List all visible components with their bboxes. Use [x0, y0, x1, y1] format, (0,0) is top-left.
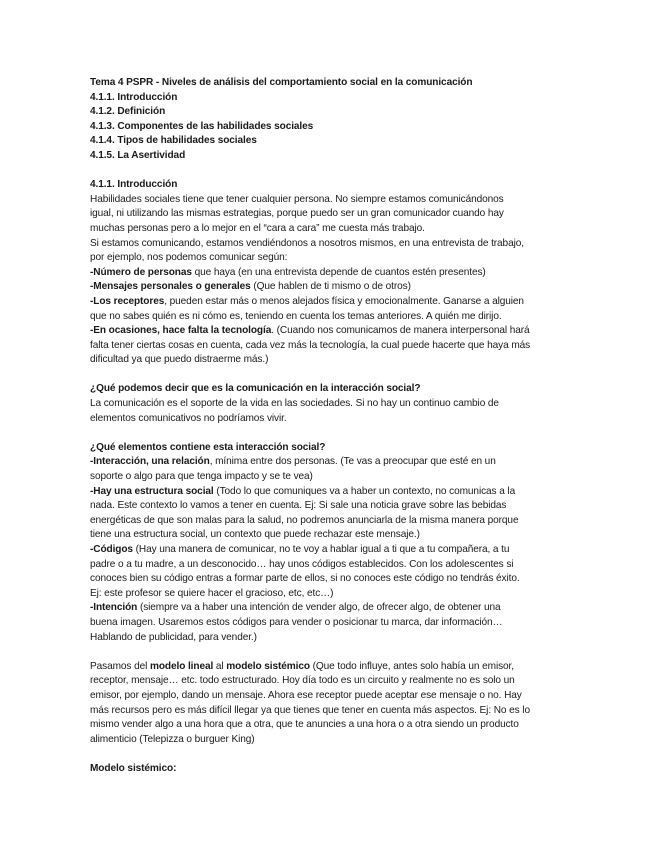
- paragraph-line: La comunicación es el soporte de la vida en las sociedades. Si no hay un continuo cambio de: [90, 398, 499, 410]
- bullet-line: -Hay una estructura social (Todo lo que comuniques va a haber un contexto, no comunicas a la: [90, 485, 516, 497]
- toc-item: 4.1.1. Introducción: [90, 91, 178, 103]
- paragraph-line: padre o a tu madre, a un desconocido… hay unos códigos establecidos. Con los adolescentes si: [90, 558, 514, 570]
- paragraph-line: más recursos pero es más difícil llegar ya que tienes que tener en cuenta más aspectos. Ej: No es lo: [90, 704, 530, 716]
- paragraph-line: Si estamos comunicando, estamos vendiéndonos a nosotros mismos, en una entrevista de trabajo,: [90, 237, 524, 249]
- paragraph-line: conoces bien su código entras a formar parte de ellos, si no conoces este código no tendrás éxito.: [90, 573, 520, 585]
- bullet-line: -Intención (siempre va a haber una intención de vender algo, de ofrecer algo, de obtener una: [90, 602, 501, 614]
- toc-item: 4.1.5. La Asertividad: [90, 149, 186, 161]
- paragraph-line: tiene una estructura social, un contexto que puede rechazar este mensaje.): [90, 529, 420, 541]
- paragraph-line: receptor, mensaje… etc. todo estructurado. Hoy día todo es un circuito y realmente no es solo un: [90, 675, 515, 687]
- bullet-line: -En ocasiones, hace falta la tecnología. (Cuando nos comunicamos de manera interpersonal hará: [90, 325, 530, 337]
- question-heading: ¿Qué podemos decir que es la comunicación en la interacción social?: [90, 383, 421, 395]
- bullet-line: -Los receptores, pueden estar más o menos alejados física y emocionalmente. Ganarse a alguien: [90, 295, 524, 307]
- paragraph-line: falta tener ciertas cosas en cuenta, cada vez más la tecnología, la cual puede hacerte que haya más: [90, 339, 531, 351]
- paragraph-line: emisor, por ejemplo, dando un mensaje. Ahora ese receptor puede aceptar ese mensaje o no. Hay: [90, 689, 522, 701]
- toc-item: 4.1.4. Tipos de habilidades sociales: [90, 135, 257, 147]
- question-heading: ¿Qué elementos contiene esta interacción social?: [90, 441, 326, 453]
- paragraph-line: energéticas de que son malas para la salud, no podremos anunciarla de la misma manera porque: [90, 514, 519, 526]
- bullet-line: -Número de personas que haya (en una entrevista depende de cuantos estén presentes): [90, 266, 486, 278]
- paragraph-line: muchas personas pero a lo mejor en el “cara a cara” me cuesta más trabajo.: [90, 222, 425, 234]
- paragraph-line: mismo vender algo a una hora que a otra, que te anuncies a una hora o a otra siendo un producto: [90, 719, 519, 731]
- paragraph-line: Habilidades sociales tiene que tener cualquier persona. No siempre estamos comunicándonos: [90, 193, 504, 205]
- paragraph-line: alimenticio (Telepizza o burguer King): [90, 733, 255, 745]
- document-title: Tema 4 PSPR - Niveles de análisis del comportamiento social en la comunicación: [90, 77, 473, 88]
- toc-item: 4.1.3. Componentes de las habilidades sociales: [90, 120, 314, 132]
- paragraph-line: soporte o algo para que tenga impacto y se te vea): [90, 471, 313, 483]
- paragraph-line: Hablando de publicidad, para vender.): [90, 631, 257, 643]
- paragraph-line: buena imagen. Usaremos estos códigos para vender o posicionar tu marca, dar información…: [90, 616, 503, 628]
- paragraph-line: por ejemplo, nos podemos comunicar según:: [90, 252, 288, 264]
- paragraph-line: Ej: este profesor se quiere hacer el gracioso, etc, etc…): [90, 587, 334, 599]
- paragraph-line: Pasamos del modelo lineal al modelo sistémico (Que todo influye, antes solo había un emisor,: [90, 660, 514, 672]
- bullet-line: -Interacción, una relación, mínima entre dos personas. (Te vas a preocupar que esté en un: [90, 456, 496, 468]
- paragraph-line: nada. Este contexto lo vamos a tener en cuenta. Ej: Si sale una noticia grave sobre las bebidas: [90, 500, 507, 512]
- section-heading: Modelo sistémico:: [90, 762, 177, 774]
- bullet-line: -Mensajes personales o generales (Que hablen de ti mismo o de otros): [90, 281, 411, 293]
- toc-item: 4.1.2. Definición: [90, 106, 166, 118]
- paragraph-line: que no sabes quién es ni cómo es, teniendo en cuenta los temas anteriores. A quién me dirijo.: [90, 310, 502, 322]
- paragraph-line: dificultad ya que puedo distraerme más.): [90, 354, 269, 366]
- paragraph-line: elementos comunicativos no podríamos vivir.: [90, 412, 287, 424]
- document-page: [90, 76, 638, 777]
- bullet-line: -Códigos (Hay una manera de comunicar, no te voy a hablar igual a ti que a tu compañera, a tu: [90, 544, 510, 555]
- section-heading: 4.1.1. Introducción: [90, 179, 178, 191]
- paragraph-line: igual, ni utilizando las mismas estrategias, porque puedo ser un gran comunicador cuando hay: [90, 208, 504, 220]
